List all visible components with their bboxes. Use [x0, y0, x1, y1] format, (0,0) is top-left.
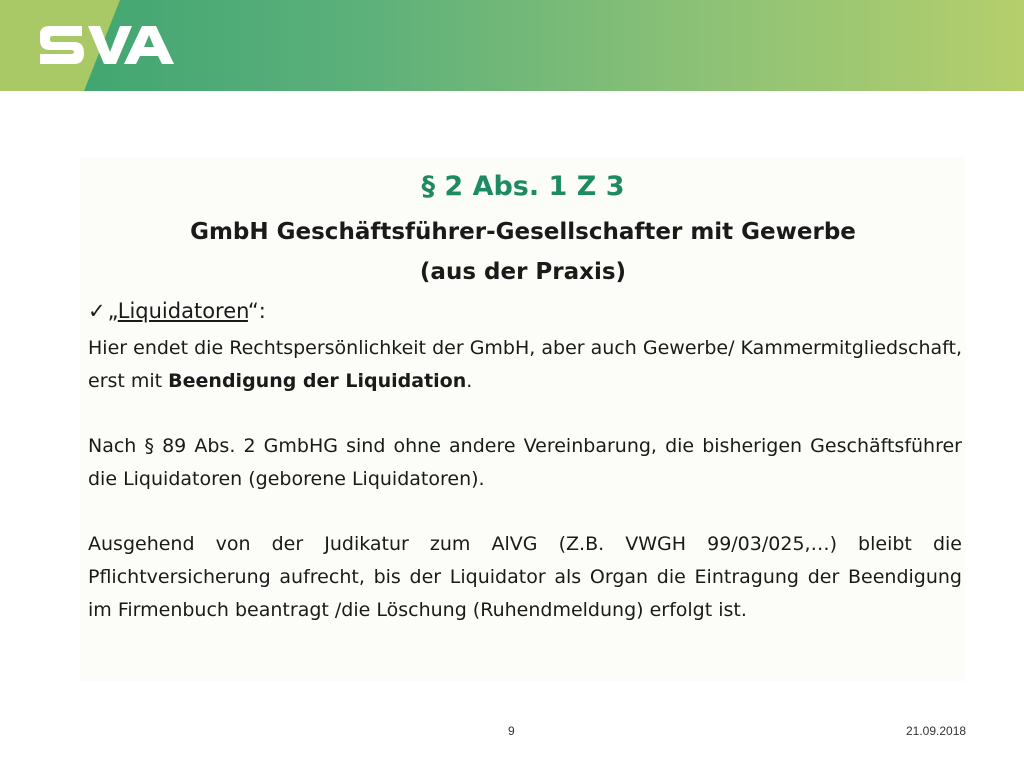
paragraph-judikatur: Ausgehend von der Judikatur zum AlVG (Z.B. VWGH 99/03/025,…) bleibt die Pflichtversicherung aufrecht, bis der Liquidator als Organ die Eintragung der Beendigung im Firmenbuch beantragt /die Löschung (Ruhendmeldung) erfolgt ist.	[88, 533, 962, 621]
checkmark-icon: ✓	[88, 299, 106, 323]
paragraph-emphasis: Beendigung der Liquidation	[168, 370, 467, 392]
bullet-heading	[88, 299, 266, 323]
slide-subtitle-note: (aus der Praxis)	[419, 259, 627, 285]
slide-content	[80, 157, 966, 681]
paragraph-text: Hier endet die Rechtspersönlichkeit der GmbH, aber auch Gewerbe/ Kammermitgliedschaft, erst mit	[88, 337, 962, 392]
sva-logo	[38, 22, 178, 70]
slide-subtitle: GmbH Geschäftsführer-Gesellschafter mit Gewerbe	[190, 219, 856, 245]
slide-title: § 2 Abs. 1 Z 3	[421, 171, 625, 202]
bullet-open-quote: „	[107, 299, 118, 323]
page-number: 9	[508, 724, 515, 738]
header-banner	[0, 0, 1024, 91]
footer-date: 21.09.2018	[906, 724, 967, 738]
paragraph-gmbhg: Nach § 89 Abs. 2 GmbHG sind ohne andere Vereinbarung, die bisherigen Geschäftsführer die Liquidatoren (geborene Liquidatoren).	[88, 435, 962, 490]
bullet-label: Liquidatoren	[117, 299, 248, 323]
paragraph-liquidation	[88, 332, 962, 398]
bullet-close: “:	[247, 299, 266, 323]
paragraph-end: .	[466, 370, 473, 392]
